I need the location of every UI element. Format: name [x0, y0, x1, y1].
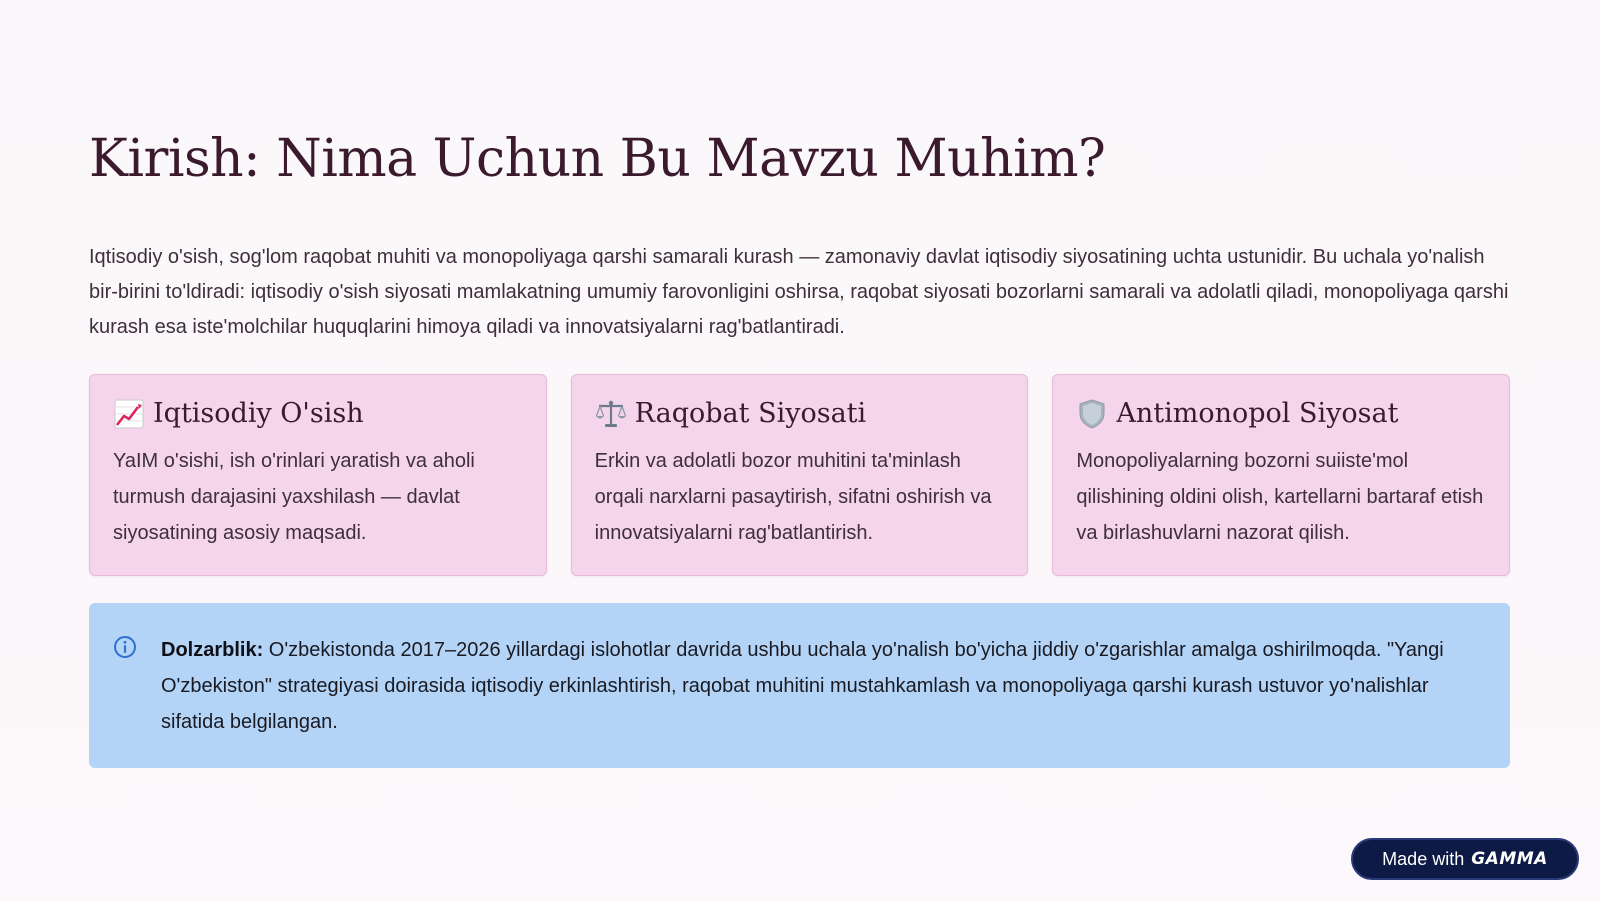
chart-increasing-icon [113, 398, 145, 430]
balance-scale-icon [595, 398, 627, 430]
card-title: Iqtisodiy O'sish [153, 398, 364, 429]
card-antimonopoly-policy [1052, 374, 1510, 576]
cards-row [89, 374, 1510, 576]
card-title: Antimonopol Siyosat [1116, 398, 1399, 429]
card-description: Monopoliyalarning bozorni suiiste'mol qilishining oldini olish, kartellarni bartaraf etish va birlashuvlarni nazorat qilish. [1076, 450, 1484, 544]
intro-paragraph: Iqtisodiy o'sish, sog'lom raqobat muhiti va monopoliyaga qarshi samarali kurash — zamonaviy davlat iqtisodiy siyosatining uchta ustunidir. Bu uchala yo'nalish bir-birini to'ldiradi: iqtisodiy o'sish siyosati mamlakatning umumiy farovonligini oshirsa, raqobat siyosati bozorlarni samarali va adolatli qiladi, monopoliyaga qarshi kurash esa iste'molchilar huquqlarini himoya qiladi va innovatsiyalarni rag'batlantiradi. [89, 246, 1509, 338]
card-economic-growth [89, 374, 547, 576]
made-with-gamma-badge[interactable] [1351, 838, 1579, 880]
card-description: YaIM o'sishi, ish o'rinlari yaratish va aholi turmush darajasini yaxshilash — davlat siyosatining asosiy maqsadi. [113, 450, 475, 544]
card-description: Erkin va adolatli bozor muhitini ta'minlash orqali narxlarni pasaytirish, sifatni oshirish va innovatsiyalarni rag'batlantirish. [594, 450, 992, 544]
callout-text [161, 632, 1470, 740]
card-title: Raqobat Siyosati [634, 398, 867, 429]
card-header [1076, 395, 1487, 433]
card-header [595, 395, 1006, 433]
card-header [113, 395, 524, 433]
page-title: Kirish: Nima Uchun Bu Mavzu Muhim? [89, 129, 1106, 189]
callout-body: O'zbekistonda 2017–2026 yillardagi islohotlar davrida ushbu uchala yo'nalish bo'yicha jiddiy o'zgarishlar amalga oshirilmoqda. "Yangi O'zbekiston" strategiyasi doirasida iqtisodiy erkinlashtirish, raqobat muhitini mustahkamlash va monopoliyaga qarshi kurash ustuvor yo'nalishlar sifatida belgilangan. [161, 639, 1444, 733]
callout-label: Dolzarblik: [161, 639, 264, 661]
relevance-callout [89, 603, 1510, 768]
gamma-logo: GAMMA [1471, 849, 1548, 869]
info-icon [113, 635, 137, 659]
shield-icon [1076, 398, 1108, 430]
badge-prefix: Made with [1382, 848, 1465, 869]
card-competition-policy [571, 374, 1029, 576]
